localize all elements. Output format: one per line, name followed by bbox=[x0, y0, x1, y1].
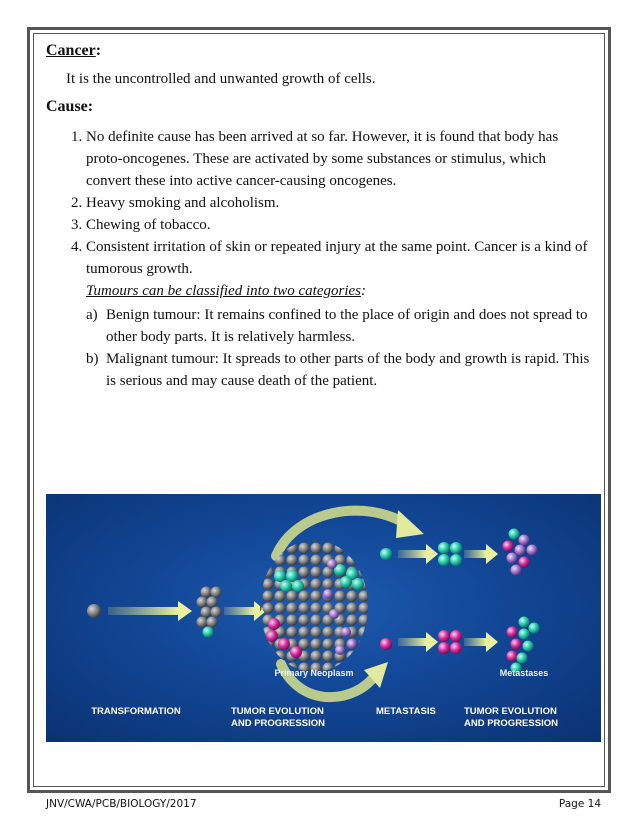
stage-2-line1: TUMOR EVOLUTION bbox=[231, 706, 324, 717]
footer-reference: JNV/CWA/PCB/BIOLOGY/2017 bbox=[46, 798, 197, 810]
arrow-1 bbox=[108, 607, 178, 615]
stage-transformation: TRANSFORMATION bbox=[91, 706, 181, 717]
page-number: Page 14 bbox=[558, 798, 601, 810]
cause-item-2: 2. Heavy smoking and alcoholism. bbox=[86, 192, 594, 214]
page-footer bbox=[46, 798, 601, 810]
tumour-types-list bbox=[86, 304, 594, 392]
label-primary-neoplasm: Primary Neoplasm bbox=[274, 668, 354, 678]
arrow-4 bbox=[464, 550, 486, 558]
tumor-progression-diagram bbox=[46, 494, 601, 742]
cause-item-4 bbox=[86, 236, 594, 392]
arrow-2 bbox=[224, 607, 254, 615]
cancer-heading: Cancer: bbox=[46, 42, 102, 59]
arrow-6 bbox=[464, 638, 486, 646]
pink-cluster bbox=[438, 630, 462, 654]
cause-item-3: 3. Chewing of tobacco. bbox=[86, 214, 594, 236]
cancer-definition: It is the uncontrolled and unwanted growth of cells. bbox=[66, 71, 376, 87]
stage-4-line2: AND PROGRESSION bbox=[464, 718, 558, 729]
tumour-categories-intro: Tumours can be classified into two categories: bbox=[86, 283, 366, 299]
metastatic-cell-cyan bbox=[380, 548, 392, 560]
early-tumor-cluster bbox=[197, 587, 222, 638]
primary-neoplasm-mass bbox=[260, 540, 368, 672]
cause-heading: Cause: bbox=[46, 98, 94, 115]
arrow-5 bbox=[398, 638, 426, 646]
curved-arrow-top-head bbox=[396, 510, 424, 538]
document-body bbox=[46, 40, 594, 392]
arrow-3 bbox=[398, 550, 426, 558]
cyan-cluster bbox=[438, 542, 462, 566]
tumour-type-benign: a) Benign tumour: It remains confined to the place of origin and does not spread to other body parts. It is relatively harmless. bbox=[86, 307, 588, 345]
tumor-progression-figure bbox=[46, 494, 601, 742]
normal-cell bbox=[87, 604, 101, 618]
cause-item-1: 1. No definite cause has been arrived at so far. However, it is found that body has proto-oncogenes. These are activated by some substances or stimulus, which convert these into active cancer-causing oncogenes. bbox=[86, 126, 594, 192]
metastasis-top-mass bbox=[503, 529, 538, 576]
metastatic-cell-pink bbox=[380, 638, 392, 650]
stage-2-line2: AND PROGRESSION bbox=[231, 718, 325, 729]
cause-item-4-text: 4. Consistent irritation of skin or repeated injury at the same point. Cancer is a kind of tumorous growth. bbox=[86, 239, 588, 277]
stage-4-line1: TUMOR EVOLUTION bbox=[464, 706, 557, 717]
metastases-mass bbox=[507, 617, 540, 674]
stage-metastasis: METASTASIS bbox=[376, 706, 436, 717]
tumour-type-malignant: b) Malignant tumour: It spreads to other parts of the body and growth is rapid. This is serious and may cause death of the patient. bbox=[86, 351, 590, 389]
label-metastases: Metastases bbox=[499, 668, 549, 678]
causes-list bbox=[46, 126, 594, 392]
